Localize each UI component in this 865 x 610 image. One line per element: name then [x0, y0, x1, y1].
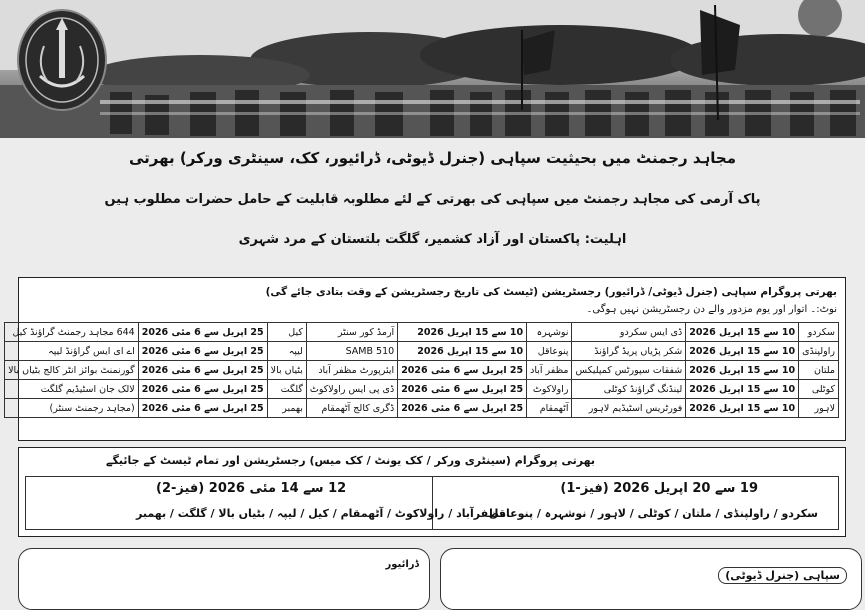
phase-divider — [432, 477, 433, 529]
table-cell: لینڈنگ گراؤنڈ کوٹلی — [572, 380, 686, 399]
table-cell: 25 اپریل سے 6 مئی 2026 — [398, 380, 527, 399]
table-cell: 25 اپریل سے 6 مئی 2026 — [138, 342, 267, 361]
table-cell: گلگت — [267, 380, 306, 399]
table-cell: 10 سے 15 اپریل 2026 — [686, 342, 799, 361]
table-cell: ڈگری کالج آٹھمقام — [306, 399, 397, 418]
table-cell: لیپہ — [267, 342, 306, 361]
page-title: مجاہد رجمنٹ میں بحیثیت سپاہی (جنرل ڈیوٹی، ڈرائیور، کک، سینٹری ورکر) بھرتی — [128, 149, 737, 167]
table-cell: 510 SAMB — [306, 342, 397, 361]
page-subtitle: پاک آرمی کی مجاہد رجمنٹ میں سپاہی کی بھرتی کے لئے مطلوبہ قابلیت کے حامل حضرات مطلوب ہیں — [104, 192, 761, 207]
table-cell: پنوعاقل — [527, 342, 572, 361]
eligibility-line: اہلیت: پاکستان اور آزاد کشمیر، گلگت بلتستان کے مرد شہری — [238, 232, 627, 247]
table-cell: اے ای ایس گراؤنڈ لیپہ — [5, 342, 139, 361]
table-cell: 25 اپریل سے 6 مئی 2026 — [138, 361, 267, 380]
table-cell: لاہور — [799, 399, 839, 418]
phase1-places: سکردو / راولپنڈی / ملتان / کوٹلی / لاہور / نوشہرہ / پنوعاقل — [488, 507, 818, 520]
table-row — [5, 361, 839, 380]
table-cell: گورنمنٹ بوائز انٹر کالج بٹیاں بالا — [5, 361, 139, 380]
table-cell: 25 اپریل سے 6 مئی 2026 — [398, 399, 527, 418]
table-cell: ایئرپورٹ مظفر آباد — [306, 361, 397, 380]
table-cell: 10 سے 15 اپریل 2026 — [686, 380, 799, 399]
driver-box — [18, 548, 430, 610]
parade-illustration — [0, 0, 865, 138]
table-cell: ڈی پی ایس راولاکوٹ — [306, 380, 397, 399]
schedule-table — [4, 322, 839, 418]
program1-box — [8, 277, 846, 441]
table-cell: راولپنڈی — [799, 342, 839, 361]
table-cell: (مجاہد رجمنٹ سنٹر) — [5, 399, 139, 418]
phase1-label: 19 سے 20 اپریل 2026 (فیز-1) — [560, 481, 758, 496]
table-cell: 25 اپریل سے 6 مئی 2026 — [138, 380, 267, 399]
table-row — [5, 323, 839, 342]
program1-title: بھرتی پروگرام سپاہی (جنرل ڈیوٹی/ ڈرائیور) رجسٹریشن (ٹیسٹ کی تاریخ رجسٹریشن کے وقت بتادی جائے گی) — [265, 286, 837, 298]
table-cell: آرمڈ کور سنٹر — [306, 323, 397, 342]
table-cell: لالک جان اسٹیڈیم گلگت — [5, 380, 139, 399]
table-row — [5, 380, 839, 399]
phase2-places: مظفرآباد / راولاکوٹ / آٹھمقام / کیل / لیپہ / بٹیاں بالا / گلگت / بھمبر — [136, 507, 507, 520]
sepoy-box — [440, 548, 862, 610]
table-cell: شفقات سپورٹس کمپلیکس — [572, 361, 686, 380]
table-cell: 10 سے 15 اپریل 2026 — [686, 399, 799, 418]
table-cell: 25 اپریل سے 6 مئی 2026 — [138, 399, 267, 418]
table-cell: 10 سے 15 اپریل 2026 — [686, 361, 799, 380]
table-cell: آٹھمقام — [527, 399, 572, 418]
table-row — [5, 342, 839, 361]
table-cell: فورٹریس اسٹیڈیم لاہور — [572, 399, 686, 418]
table-cell: 10 سے 15 اپریل 2026 — [686, 323, 799, 342]
banner-photo — [0, 0, 865, 138]
table-cell: 644 مجاہد رجمنٹ گراؤنڈ کیل — [5, 323, 139, 342]
table-cell: شکر پڑیاں پریڈ گراؤنڈ — [572, 342, 686, 361]
program1-note: نوٹ:۔ اتوار اور یوم مزدور والے دن رجسٹریشن نہیں ہوگی۔ — [586, 304, 837, 315]
table-cell: سکردو — [799, 323, 839, 342]
program2-title: بھرتی پروگرام (سینٹری ورکر / کک یونٹ / کک میس) رجسٹریشن اور تمام ٹیسٹ کے جائیگے — [106, 454, 595, 467]
phases-panel — [25, 476, 839, 530]
table-cell: راولاکوٹ — [527, 380, 572, 399]
table-cell: ملتان — [799, 361, 839, 380]
table-row — [5, 399, 839, 418]
program2-box — [18, 447, 846, 537]
table-cell: کیل — [267, 323, 306, 342]
table-cell: 10 سے 15 اپریل 2026 — [398, 342, 527, 361]
sepoy-heading: سپاہی (جنرل ڈیوٹی) — [718, 567, 847, 584]
driver-heading: ڈرائیور — [385, 559, 419, 570]
table-cell: 25 اپریل سے 6 مئی 2026 — [398, 361, 527, 380]
phase2-label: 12 سے 14 مئی 2026 (فیز-2) — [156, 481, 347, 496]
table-cell: بھمبر — [267, 399, 306, 418]
regiment-crest-logo — [14, 6, 110, 114]
table-cell: ڈی ایس سکردو — [572, 323, 686, 342]
table-cell: 10 سے 15 اپریل 2026 — [398, 323, 527, 342]
table-cell: نوشہرہ — [527, 323, 572, 342]
table-cell: کوٹلی — [799, 380, 839, 399]
table-cell: 25 اپریل سے 6 مئی 2026 — [138, 323, 267, 342]
table-cell: مظفر آباد — [527, 361, 572, 380]
table-cell: بٹیاں بالا — [267, 361, 306, 380]
